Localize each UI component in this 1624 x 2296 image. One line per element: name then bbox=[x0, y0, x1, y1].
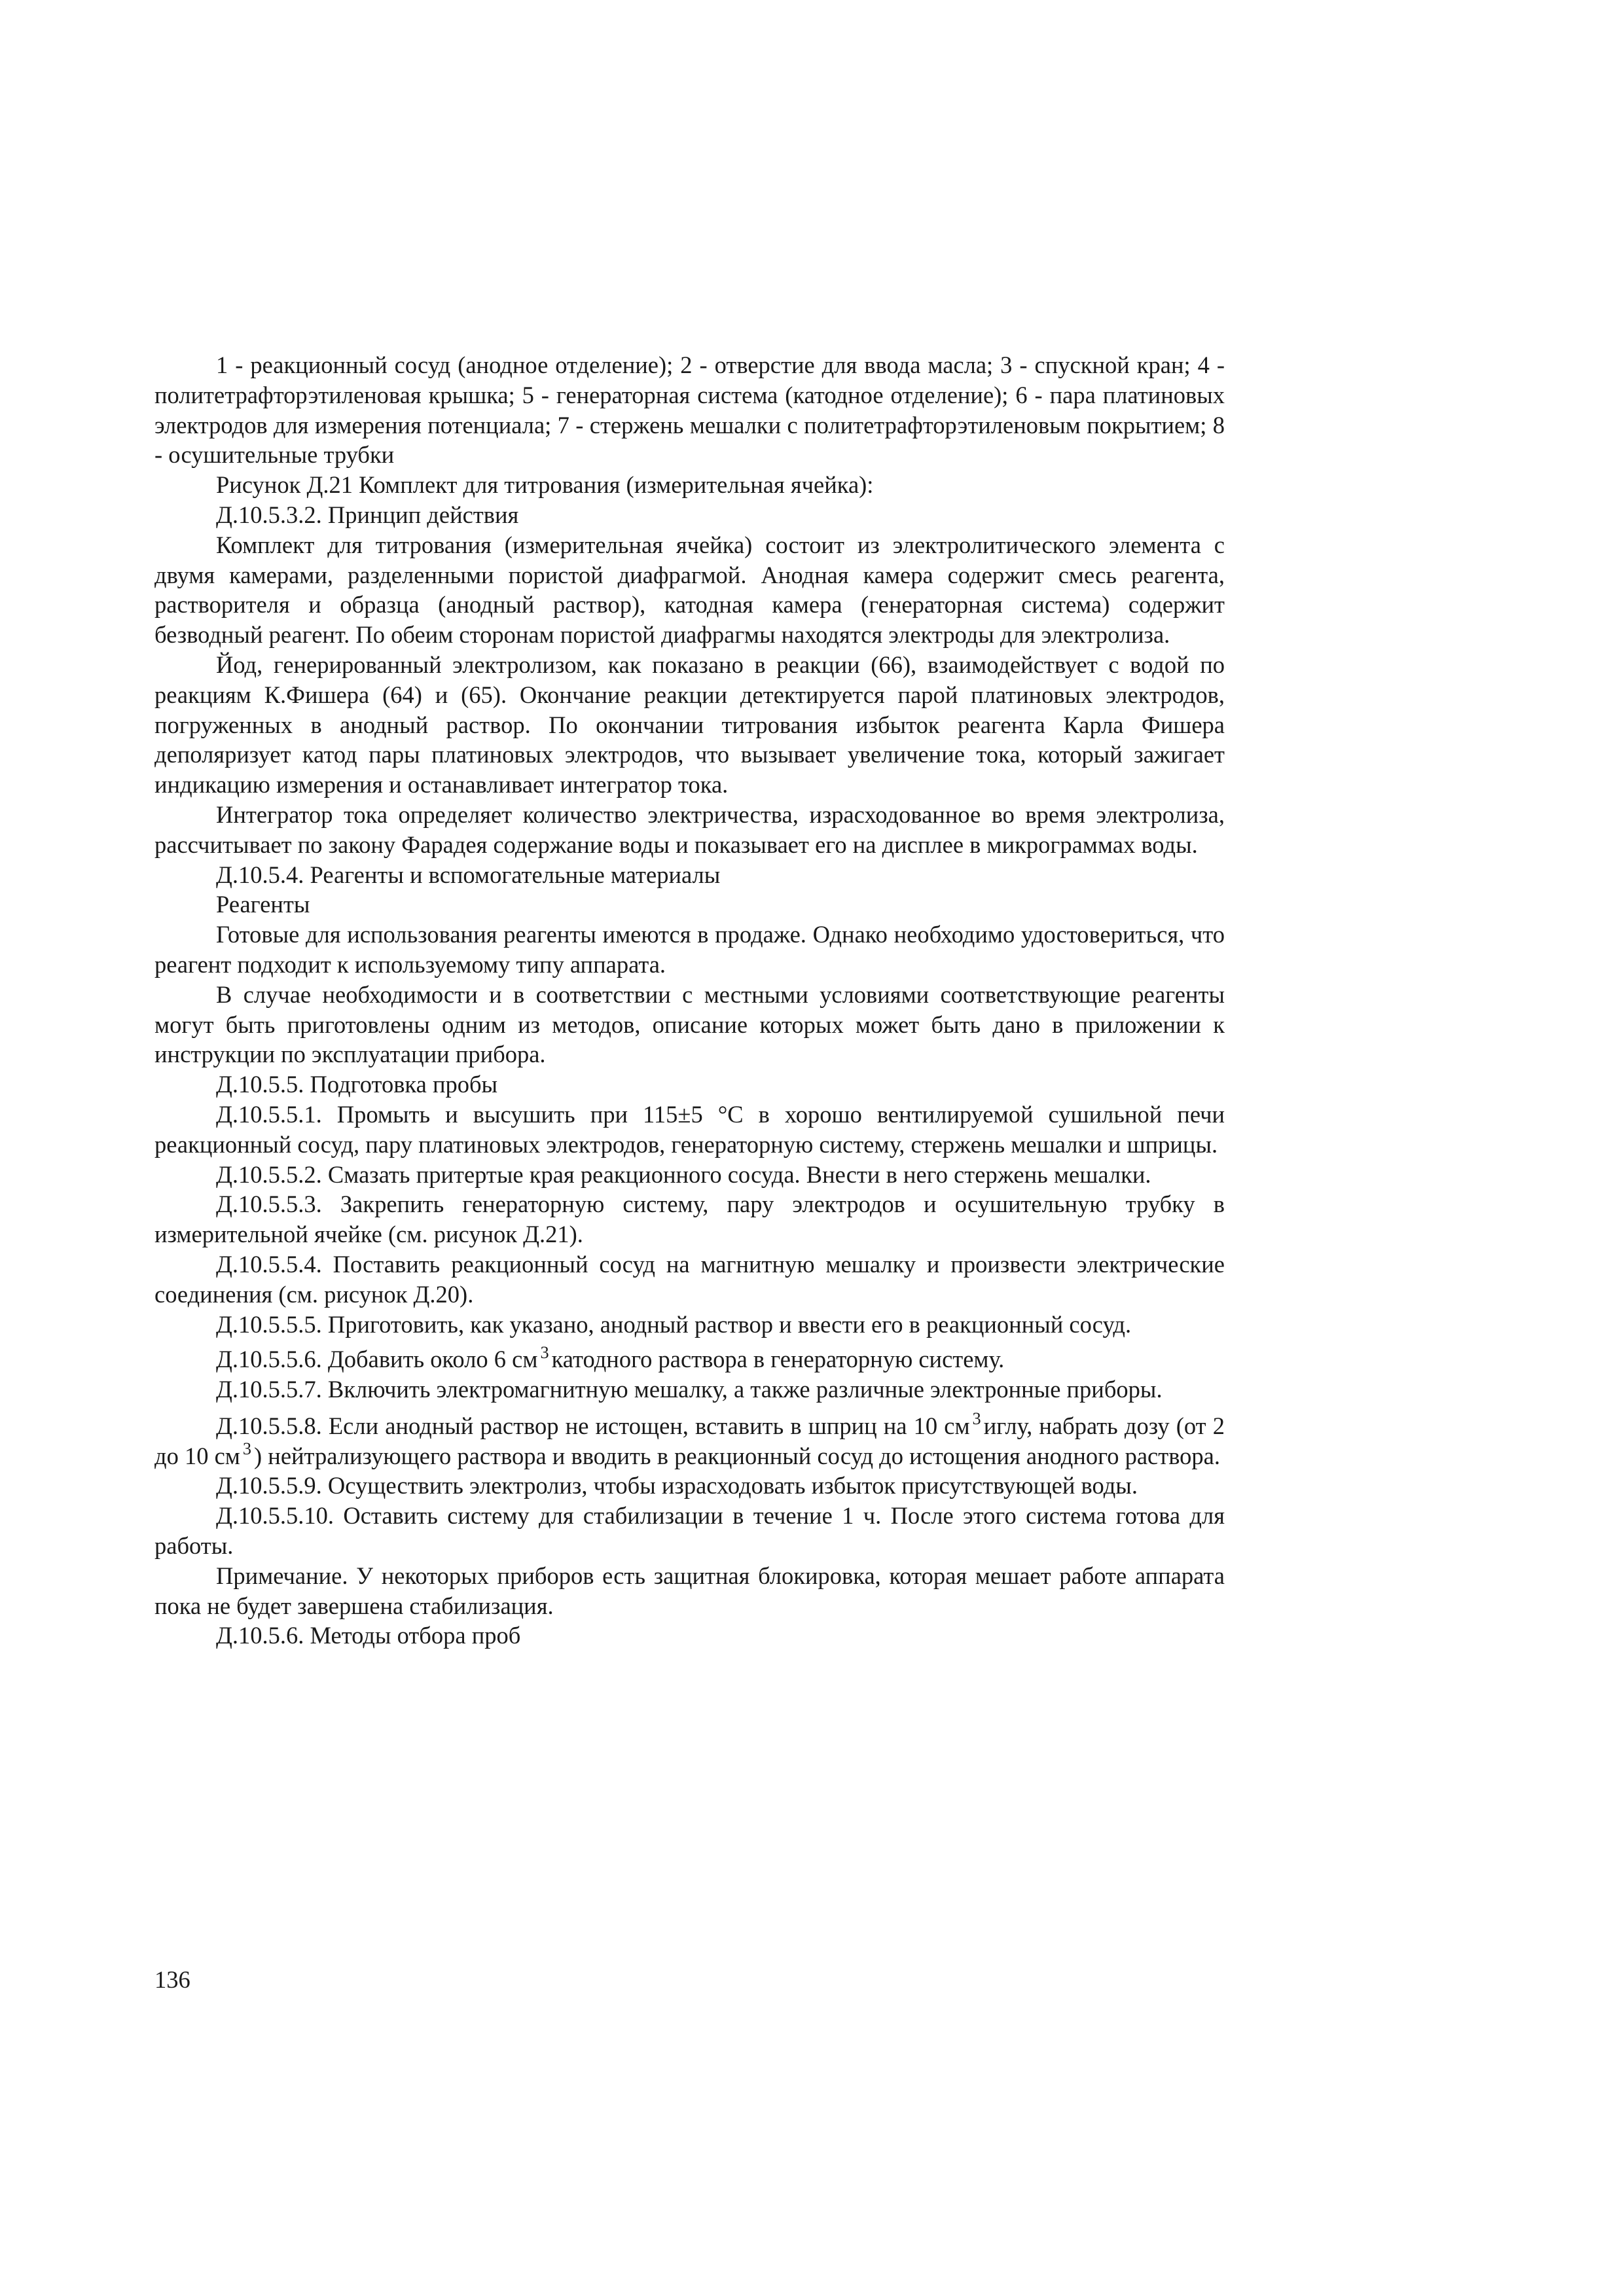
text-run: иглу, набрать дозу (от 2 до 10 см bbox=[154, 1412, 1225, 1469]
text-run: Д.10.5.5.8. Если анодный раствор не истощен, вставить в шприц на 10 см bbox=[216, 1412, 970, 1439]
subheading: Реагенты bbox=[216, 891, 310, 918]
page-number: 136 bbox=[154, 1966, 190, 1993]
paragraph: Д.10.5.5.5. Приготовить, как указано, анодный раствор и ввести его в реакционный сосуд. bbox=[216, 1310, 1132, 1338]
body-text bbox=[154, 350, 1225, 1651]
paragraph: Д.10.5.5.7. Включить электромагнитную мешалку, а также различные электронные приборы. bbox=[216, 1376, 1163, 1403]
paragraph: Д.10.5.5.10. Оставить систему для стабилизации в течение 1 ч. После этого система готова для работы. bbox=[154, 1502, 1225, 1560]
text-run: Д.10.5.5.6. Добавить около 6 см bbox=[216, 1346, 538, 1373]
paragraph: Д.10.5.5.9. Осуществить электролиз, чтобы израсходовать избыток присутствующей воды. bbox=[216, 1472, 1138, 1499]
paragraph bbox=[154, 1411, 1225, 1471]
section-heading: Д.10.5.3.2. Принцип действия bbox=[216, 501, 519, 528]
figure-legend: 1 - реакционный сосуд (анодное отделение); 2 - отверстие для ввода масла; 3 - спускной кран; 4 - политетрафторэтиленовая крышка; 5 - генераторная система (катодное отделение); 6 - пара платиновых электродов для измерения потенциала; 7 - стержень мешалки с политетрафторэтиленовым покрытием; 8 - осушительные трубки bbox=[154, 351, 1225, 469]
text-run: ) нейтрализующего раствора и вводить в реакционный сосуд до истощения анодного раствора. bbox=[254, 1442, 1221, 1469]
paragraph: Д.10.5.5.2. Смазать притертые края реакционного сосуда. Внести в него стержень мешалки. bbox=[216, 1160, 1151, 1188]
text-run: катодного раствора в генераторную систему. bbox=[551, 1346, 1005, 1373]
paragraph: В случае необходимости и в соответствии с местными условиями соответствующие реагенты могут быть приготовлены одним из методов, описание которых может быть дано в приложении к инструкции по эксплуатации прибора. bbox=[154, 980, 1225, 1068]
section-heading: Д.10.5.4. Реагенты и вспомогательные материалы bbox=[216, 861, 721, 888]
section-heading: Д.10.5.5. Подготовка пробы bbox=[216, 1071, 498, 1098]
figure-caption: Рисунок Д.21 Комплект для титрования (измерительная ячейка): bbox=[216, 471, 874, 499]
paragraph: Интегратор тока определяет количество электричества, израсходованное во время электролиза, рассчитывает по закону Фарадея содержание воды и показывает его на дисплее в микрограммах воды. bbox=[154, 800, 1225, 858]
paragraph: Д.10.5.5.3. Закрепить генераторную систему, пару электродов и осушительную трубку в измерительной ячейке (см. рисунок Д.21). bbox=[154, 1191, 1225, 1248]
paragraph: Готовые для использования реагенты имеются в продаже. Однако необходимо удостовериться, что реагент подходит к используемому типу аппарата. bbox=[154, 921, 1225, 978]
paragraph: Д.10.5.5.4. Поставить реакционный сосуд на магнитную мешалку и произвести электрические соединения (см. рисунок Д.20). bbox=[154, 1250, 1225, 1308]
superscript: 3 bbox=[540, 1342, 549, 1362]
note: Примечание. У некоторых приборов есть защитная блокировка, которая мешает работе аппарата пока не будет завершена стабилизация. bbox=[154, 1562, 1225, 1619]
paragraph: Комплект для титрования (измерительная ячейка) состоит из электролитического элемента с двумя камерами, разделенными пористой диафрагмой. Анодная камера содержит смесь реагента, растворителя и образца (анодный раствор), катодная камера (генераторная система) содержит безводный реагент. По обеим сторонам пористой диафрагмы находятся электроды для электролиза. bbox=[154, 531, 1225, 649]
superscript: 3 bbox=[242, 1439, 252, 1459]
superscript: 3 bbox=[972, 1409, 981, 1429]
section-heading: Д.10.5.6. Методы отбора проб bbox=[216, 1622, 521, 1649]
paragraph bbox=[154, 1344, 1225, 1374]
paragraph: Йод, генерированный электролизом, как показано в реакции (66), взаимодействует с водой по реакциям К.Фишера (64) и (65). Окончание реакции детектируется парой платиновых электродов, погруженных в анодный раствор. По окончании титрования избыток реагента Карла Фишера деполяризует катод пары платиновых электродов, что вызывает увеличение тока, который зажигает индикацию измерения и останавливает интегратор тока. bbox=[154, 651, 1225, 798]
paragraph: Д.10.5.5.1. Промыть и высушить при 115±5 °С в хорошо вентилируемой сушильной печи реакционный сосуд, пару платиновых электродов, генераторную систему, стержень мешалки и шприцы. bbox=[154, 1100, 1225, 1158]
